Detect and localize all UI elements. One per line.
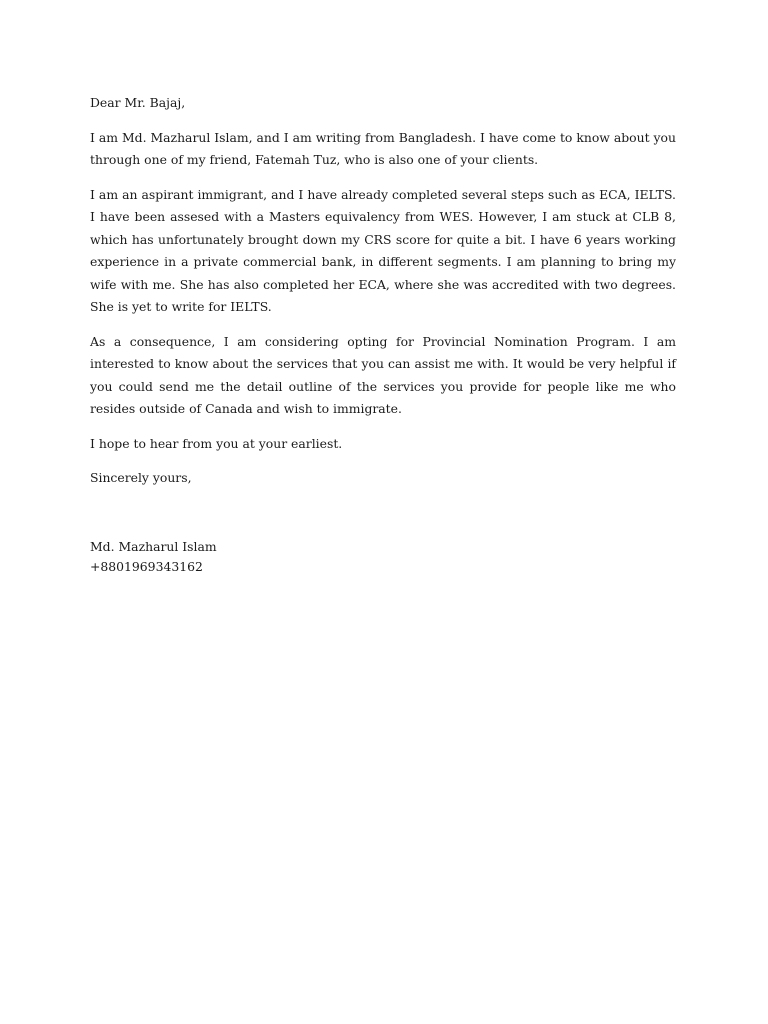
letter-paragraph-background: I am an aspirant immigrant, and I have already completed several steps such as ECA, IELTS. I have been assesed with a Masters equivalency from WES. However, I am stuck at CLB 8, which has unfortunately brought down my CRS score for quite a bit. I have 6 years working experience in a private commercial bank, in different segments. I am planning to bring my wife with me. She has also completed her ECA, where she was accredited with two degrees. She is yet to write for IELTS. [90, 186, 676, 314]
letter-body [90, 92, 676, 577]
letter-salutation: Dear Mr. Bajaj, [90, 95, 186, 110]
letter-paragraph-followup: I hope to hear from you at your earliest. [90, 435, 343, 451]
signature-name: Md. Mazharul Islam [90, 538, 217, 554]
letter-paragraph-request: As a consequence, I am considering opting for Provincial Nomination Program. I am interested to know about the services that you can assist me with. It would be very helpful if you could send me the detail outline of the services you provide for people like me who resides outside of Canada and wish to immigrate. [90, 333, 676, 416]
letter-closing: Sincerely yours, [90, 470, 192, 485]
letter-paragraph-intro: I am Md. Mazharul Islam, and I am writing from Bangladesh. I have come to know about you through one of my friend, Fatemah Tuz, who is also one of your clients. [90, 129, 676, 167]
signature-phone: +8801969343162 [90, 558, 203, 574]
signature-block [90, 537, 676, 577]
